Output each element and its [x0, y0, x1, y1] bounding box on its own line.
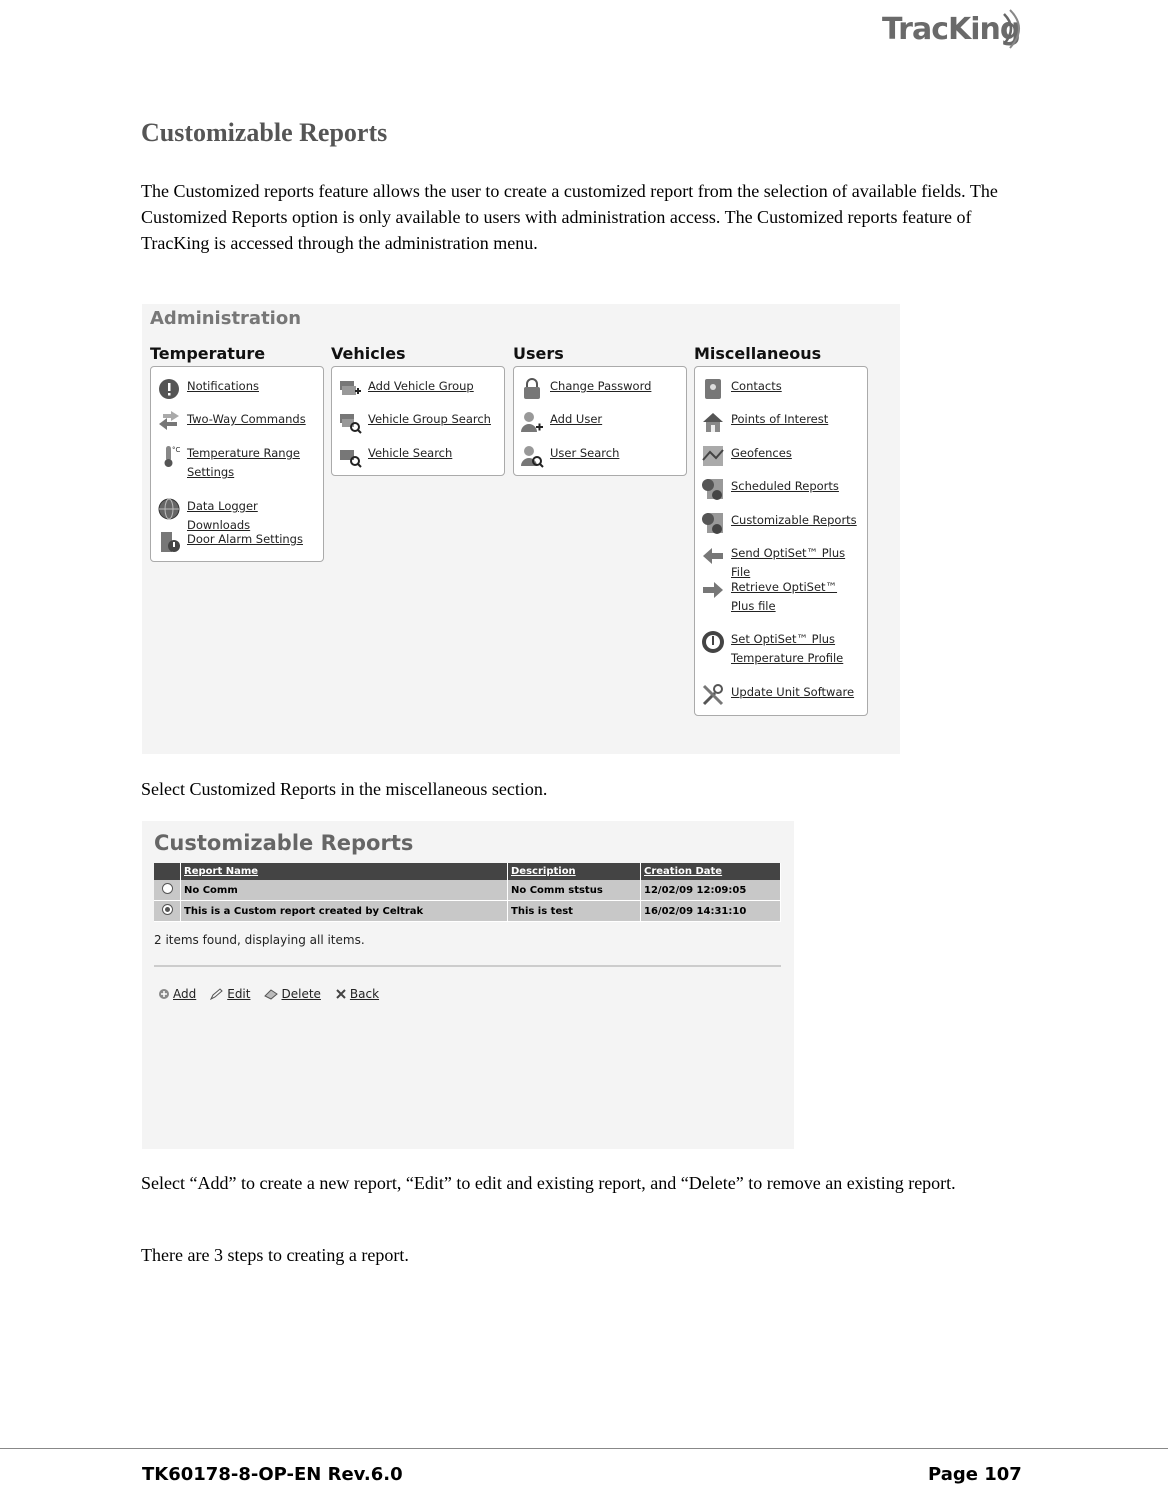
intro-paragraph: The Customized reports feature allows the user to create a customized report from the selection of available fields. The Customized Reports option is only available to users with administration access. The Customized reports feature of TracKing is accessed through the administration menu. — [141, 181, 998, 253]
report-name-cell: No Comm — [181, 880, 508, 901]
map-icon — [701, 444, 725, 468]
link-label[interactable]: Two-Way Commands — [187, 412, 306, 426]
select-column-header — [154, 863, 181, 880]
contacts-book-icon — [701, 377, 725, 401]
users-heading: Users — [513, 344, 564, 363]
admin-link-notifications[interactable] — [157, 377, 259, 401]
vehicles-heading: Vehicles — [331, 344, 406, 363]
thermometer-icon — [157, 444, 181, 468]
edit-link[interactable]: Edit — [227, 987, 251, 1001]
admin-link-send-optiset-plus-file[interactable] — [701, 544, 867, 582]
link-label[interactable]: Add Vehicle Group — [368, 379, 474, 393]
edit-button[interactable] — [210, 987, 250, 1001]
add-icon — [158, 988, 170, 1000]
link-label[interactable]: Add User — [550, 412, 603, 426]
admin-link-change-password[interactable] — [520, 377, 651, 401]
description-cell: This is test — [508, 901, 641, 922]
admin-link-add-user[interactable] — [520, 410, 602, 434]
link-label[interactable]: Geofences — [731, 446, 792, 460]
page-number: Page 107 — [928, 1464, 1022, 1485]
link-label[interactable]: Door Alarm Settings — [187, 532, 303, 546]
logo-text: TracKing — [882, 12, 1021, 47]
add-user-icon — [520, 410, 544, 434]
customizable-reports-icon — [701, 511, 725, 535]
row-select-cell[interactable] — [154, 880, 181, 901]
miscellaneous-heading: Miscellaneous — [694, 344, 822, 363]
admin-link-scheduled-reports[interactable] — [701, 477, 839, 501]
document-id: TK60178-8-OP-EN Rev.6.0 — [142, 1464, 403, 1485]
admin-link-door-alarm-settings[interactable] — [157, 530, 303, 554]
creation-date-cell: 12/02/09 12:09:05 — [641, 880, 781, 901]
divider — [154, 965, 781, 967]
admin-link-points-of-interest[interactable] — [701, 410, 828, 434]
temperature-heading: Temperature — [150, 344, 266, 363]
admin-link-user-search[interactable] — [520, 444, 619, 468]
link-label[interactable]: User Search — [550, 446, 620, 460]
alert-icon — [157, 377, 181, 401]
back-link[interactable]: Back — [349, 987, 380, 1001]
admin-link-two-way-commands[interactable] — [157, 410, 306, 434]
items-found-text: 2 items found, displaying all items. — [154, 933, 365, 947]
user-search-icon — [520, 444, 544, 468]
table-row[interactable] — [154, 901, 781, 922]
steps-text: There are 3 steps to creating a report. — [141, 1245, 409, 1265]
link-label[interactable]: Vehicle Group Search — [368, 412, 491, 426]
admin-link-vehicle-group-search[interactable] — [338, 410, 491, 434]
administration-screenshot — [142, 304, 900, 754]
select-instruction: Select Customized Reports in the miscellaneous section. — [141, 779, 548, 799]
link-label[interactable]: Update Unit Software — [731, 685, 855, 699]
temperature-profile-icon — [701, 630, 725, 654]
reports-title: Customizable Reports — [154, 831, 414, 855]
admin-link-retrieve-optiset-plus-file[interactable] — [701, 578, 861, 616]
arrow-left-icon — [701, 544, 725, 568]
users-box — [513, 366, 687, 476]
link-label[interactable]: Send OptiSet™ Plus File — [731, 546, 846, 579]
delete-link[interactable]: Delete — [281, 987, 321, 1001]
vehicles-box — [331, 366, 505, 476]
globe-icon — [157, 497, 181, 521]
admin-link-customizable-reports[interactable] — [701, 511, 857, 535]
add-vehicle-group-icon — [338, 377, 362, 401]
house-icon — [701, 410, 725, 434]
row-radio-button[interactable] — [162, 883, 173, 894]
signal-arcs-icon — [1000, 6, 1028, 52]
admin-link-contacts[interactable] — [701, 377, 782, 401]
link-label[interactable]: Notifications — [187, 379, 259, 393]
reports-table — [154, 863, 781, 922]
lock-icon — [520, 377, 544, 401]
link-label[interactable]: Points of Interest — [731, 412, 829, 426]
back-button[interactable] — [335, 987, 379, 1001]
arrow-right-icon — [701, 578, 725, 602]
admin-link-geofences[interactable] — [701, 444, 792, 468]
add-edit-delete-instruction: Select “Add” to create a new report, “Edit” to edit and existing report, and “Delete” to remove an existing report. — [141, 1173, 956, 1193]
scheduled-reports-icon — [701, 477, 725, 501]
table-header-row — [154, 863, 781, 880]
miscellaneous-box — [694, 366, 868, 716]
admin-link-vehicle-search[interactable] — [338, 444, 452, 468]
report-actions — [158, 987, 379, 1001]
column-header-description[interactable]: Description — [508, 863, 641, 880]
two-way-arrows-icon — [157, 410, 181, 434]
vehicle-group-search-icon — [338, 410, 362, 434]
pencil-icon — [210, 988, 224, 1000]
column-header-creation-date[interactable]: Creation Date — [641, 863, 781, 880]
table-row[interactable] — [154, 880, 781, 901]
link-label[interactable]: Data Logger Downloads — [187, 499, 258, 532]
column-header-report-name[interactable]: Report Name — [181, 863, 508, 880]
door-alarm-icon — [157, 530, 181, 554]
svg-text:°C: °C — [172, 446, 181, 454]
admin-link-set-optiset-plus-temperature-profile[interactable] — [701, 630, 861, 668]
row-radio-button-selected[interactable] — [162, 904, 173, 915]
link-label[interactable]: Change Password — [550, 379, 652, 393]
page-title: Customizable Reports — [141, 118, 388, 147]
row-select-cell[interactable] — [154, 901, 181, 922]
add-link[interactable]: Add — [173, 987, 197, 1001]
eraser-icon — [264, 988, 278, 1000]
vehicle-search-icon — [338, 444, 362, 468]
administration-title: Administration — [150, 308, 302, 329]
link-label[interactable]: Set OptiSet™ Plus Temperature Profile — [731, 632, 844, 665]
link-label[interactable]: Temperature Range Settings — [187, 446, 300, 479]
link-label[interactable]: Scheduled Reports — [731, 479, 839, 493]
report-name-cell: This is a Custom report created by Celtrak — [181, 901, 508, 922]
description-cell: No Comm ststus — [508, 880, 641, 901]
customizable-reports-screenshot — [142, 821, 794, 1149]
footer-divider — [0, 1448, 1168, 1449]
temperature-box — [150, 366, 324, 562]
add-button[interactable] — [158, 987, 196, 1001]
delete-button[interactable] — [264, 987, 320, 1001]
admin-link-update-unit-software[interactable] — [701, 683, 854, 707]
admin-link-temperature-range-settings[interactable] — [157, 444, 307, 482]
link-label[interactable]: Contacts — [731, 379, 782, 393]
admin-link-add-vehicle-group[interactable] — [338, 377, 474, 401]
tracking-logo — [882, 6, 1028, 54]
link-label[interactable]: Vehicle Search — [368, 446, 453, 460]
close-icon — [335, 988, 347, 1000]
tools-icon — [701, 683, 725, 707]
link-label[interactable]: Retrieve OptiSet™ Plus file — [731, 580, 838, 613]
link-label[interactable]: Customizable Reports — [731, 513, 857, 527]
creation-date-cell: 16/02/09 14:31:10 — [641, 901, 781, 922]
